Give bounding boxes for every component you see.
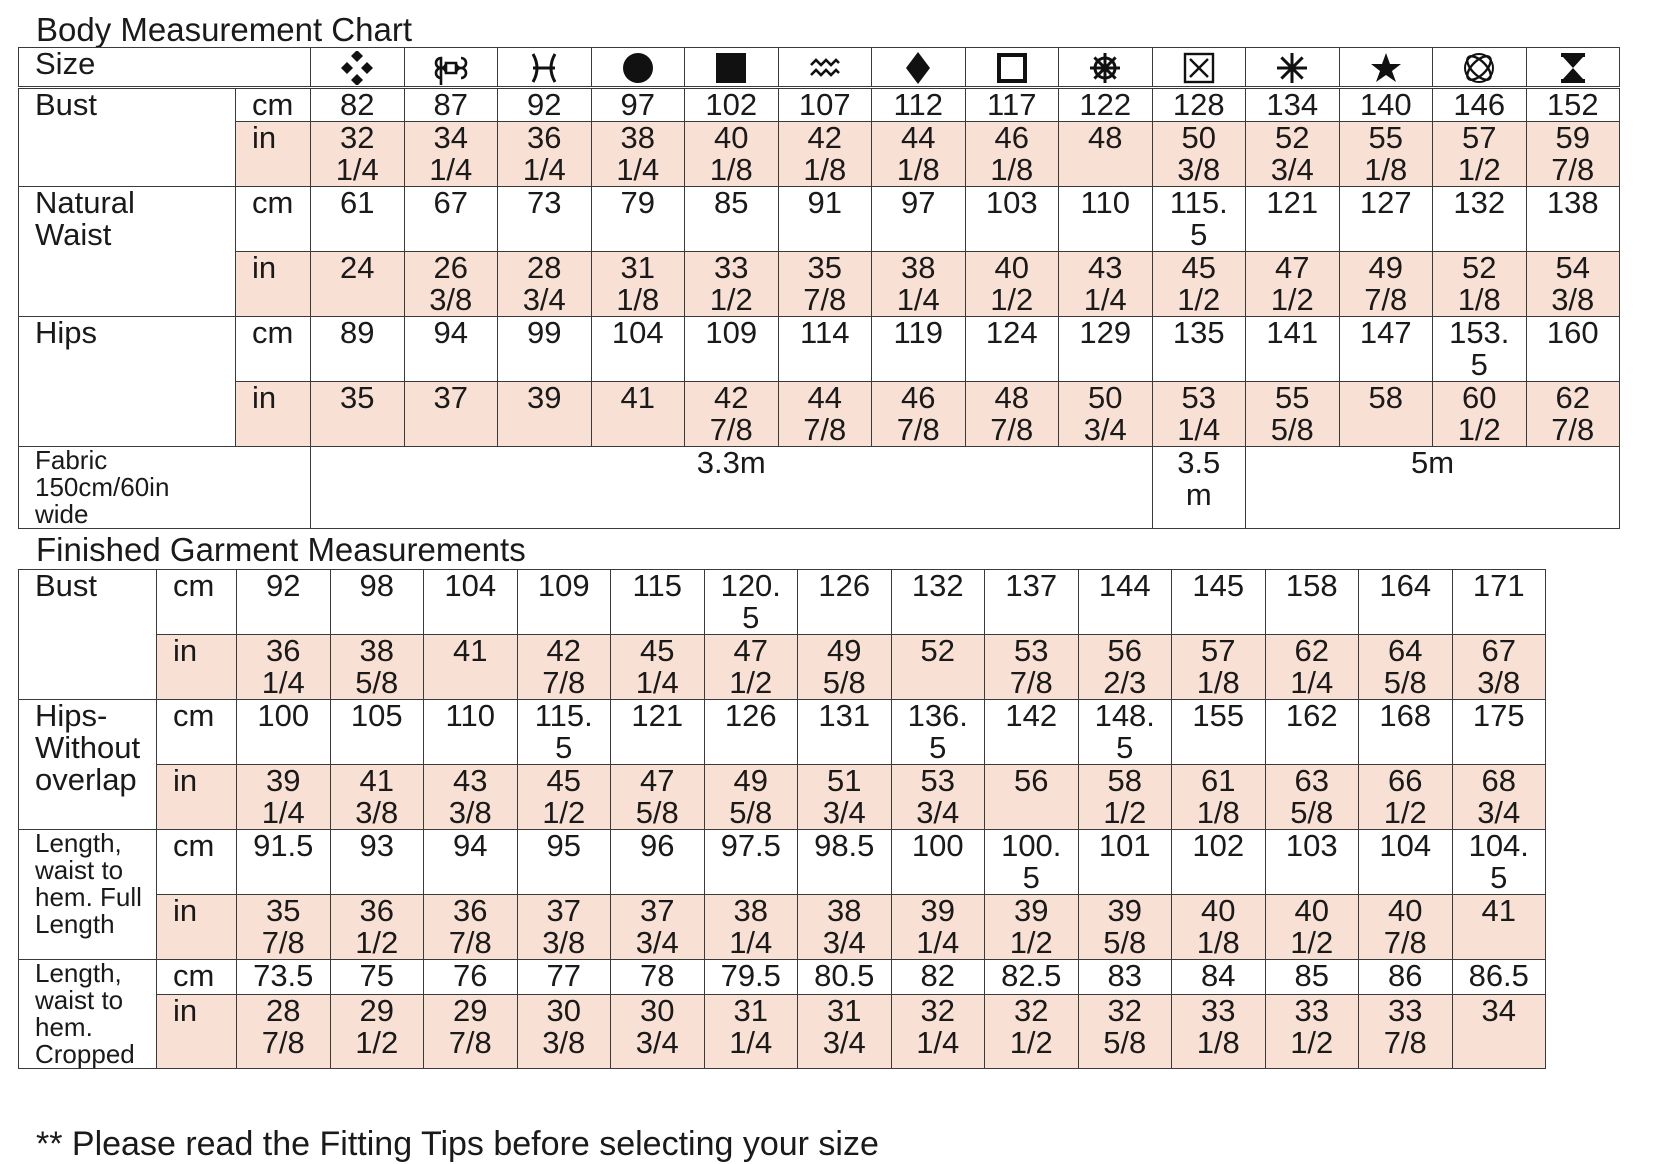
value-cm: 107 [778,88,872,122]
value-cm: 97 [591,88,685,122]
value-in: 38 5/8 [330,635,424,700]
asterisk-icon [1275,51,1309,85]
value-cm: 117 [965,88,1059,122]
value-cm: 144 [1078,570,1172,635]
value-cm: 171 [1452,570,1546,635]
value-cm: 103 [965,187,1059,252]
value-in: 49 7/8 [1339,252,1433,317]
garment-chart-title: Finished Garment Measurements [36,531,526,568]
value-cm: 99 [498,317,592,382]
value-cm: 115 [611,570,705,635]
value-cm: 146 [1433,88,1527,122]
value-in: 50 3/8 [1152,122,1246,187]
value-cm: 109 [685,317,779,382]
unit-cm: cm [157,700,237,765]
unit-in: in [157,635,237,700]
value-cm: 153. 5 [1433,317,1527,382]
value-in: 47 1/2 [1246,252,1340,317]
value-cm: 135 [1152,317,1246,382]
value-cm: 137 [985,570,1079,635]
value-cm: 155 [1172,700,1266,765]
value-in: 36 1/4 [498,122,592,187]
value-cm: 82.5 [985,960,1079,995]
row-label: Bust [19,570,157,700]
value-in: 48 7/8 [965,382,1059,447]
value-in: 53 3/4 [891,765,985,830]
value-cm: 124 [965,317,1059,382]
unit-cm: cm [236,317,311,382]
row-label: Length, waist to hem. Full Length [19,830,157,960]
value-in: 58 1/2 [1078,765,1172,830]
value-cm: 164 [1359,570,1453,635]
value-in: 42 1/8 [778,122,872,187]
unit-in: in [236,382,311,447]
value-cm: 158 [1265,570,1359,635]
value-in: 32 1/4 [311,122,405,187]
value-in: 55 1/8 [1339,122,1433,187]
value-in: 41 [591,382,685,447]
row-label: Natural Waist [19,187,236,317]
value-in: 43 1/4 [1059,252,1153,317]
value-in: 39 1/4 [237,765,331,830]
value-in: 38 3/4 [798,895,892,960]
value-in: 52 [891,635,985,700]
command-icon [434,51,468,85]
value-cm: 142 [985,700,1079,765]
value-in: 60 1/2 [1433,382,1527,447]
unit-cm: cm [236,187,311,252]
value-cm: 102 [1172,830,1266,895]
value-in: 40 7/8 [1359,895,1453,960]
value-cm: 147 [1339,317,1433,382]
value-in: 44 7/8 [778,382,872,447]
value-in: 46 1/8 [965,122,1059,187]
value-cm: 79.5 [704,960,798,995]
value-cm: 114 [778,317,872,382]
ship-wheel-icon [1088,51,1122,85]
four-diamonds-icon [340,51,374,85]
value-in: 51 3/4 [798,765,892,830]
filled-diamond-icon [901,51,935,85]
unit-cm: cm [236,88,311,122]
value-cm: 148. 5 [1078,700,1172,765]
value-cm: 85 [685,187,779,252]
value-in: 49 5/8 [798,635,892,700]
value-cm: 145 [1172,570,1266,635]
value-cm: 121 [611,700,705,765]
value-cm: 109 [517,570,611,635]
value-in: 26 3/8 [404,252,498,317]
value-in: 32 1/2 [985,994,1079,1068]
value-in: 42 7/8 [685,382,779,447]
value-in: 63 5/8 [1265,765,1359,830]
value-cm: 141 [1246,317,1340,382]
value-in: 33 1/2 [1265,994,1359,1068]
value-cm: 82 [891,960,985,995]
hourglass-icon [1556,51,1590,85]
value-cm: 131 [798,700,892,765]
value-in: 47 1/2 [704,635,798,700]
fitting-tips-note: ** Please read the Fitting Tips before selecting your size [36,1125,879,1163]
value-cm: 126 [798,570,892,635]
value-cm: 160 [1526,317,1620,382]
unit-cm: cm [157,570,237,635]
value-cm: 110 [424,700,518,765]
value-cm: 98.5 [798,830,892,895]
value-in: 42 7/8 [517,635,611,700]
value-in: 57 1/2 [1433,122,1527,187]
value-in: 59 7/8 [1526,122,1620,187]
row-label: Hips [19,317,236,447]
value-in: 41 [424,635,518,700]
size-label: Size [19,48,311,88]
value-cm: 120. 5 [704,570,798,635]
value-cm: 112 [872,88,966,122]
value-cm: 93 [330,830,424,895]
value-in: 58 [1339,382,1433,447]
value-in: 54 3/8 [1526,252,1620,317]
value-cm: 85 [1265,960,1359,995]
value-cm: 94 [424,830,518,895]
value-in: 34 [1452,994,1546,1068]
value-cm: 97.5 [704,830,798,895]
value-in: 66 1/2 [1359,765,1453,830]
unit-in: in [236,252,311,317]
value-cm: 91.5 [237,830,331,895]
size-symbol-cell [1152,48,1246,88]
value-cm: 104 [424,570,518,635]
unit-in: in [236,122,311,187]
value-cm: 83 [1078,960,1172,995]
value-in: 40 1/8 [685,122,779,187]
unit-in: in [157,765,237,830]
value-in: 33 7/8 [1359,994,1453,1068]
unit-cm: cm [157,960,237,995]
value-cm: 138 [1526,187,1620,252]
value-in: 40 1/2 [1265,895,1359,960]
value-cm: 98 [330,570,424,635]
value-in: 37 [404,382,498,447]
value-in: 30 3/4 [611,994,705,1068]
value-cm: 115. 5 [517,700,611,765]
atom-icon [1462,51,1496,85]
value-cm: 94 [404,317,498,382]
size-symbol-cell [1433,48,1527,88]
value-in: 55 5/8 [1246,382,1340,447]
value-in: 32 5/8 [1078,994,1172,1068]
value-in: 37 3/8 [517,895,611,960]
value-in: 64 5/8 [1359,635,1453,700]
value-in: 31 3/4 [798,994,892,1068]
value-cm: 76 [424,960,518,995]
filled-circle-icon [621,51,655,85]
value-cm: 115. 5 [1152,187,1246,252]
size-symbol-cell [311,48,405,88]
value-in: 33 1/8 [1172,994,1266,1068]
value-cm: 80.5 [798,960,892,995]
value-in: 34 1/4 [404,122,498,187]
unit-cm: cm [157,830,237,895]
size-symbol-cell [872,48,966,88]
value-cm: 168 [1359,700,1453,765]
value-in: 44 1/8 [872,122,966,187]
value-in: 29 1/2 [330,994,424,1068]
value-in: 62 1/4 [1265,635,1359,700]
size-symbol-cell [1246,48,1340,88]
fabric-value-medium: 3.5 m [1152,447,1246,529]
value-cm: 67 [404,187,498,252]
value-in: 61 1/8 [1172,765,1266,830]
size-symbol-cell [685,48,779,88]
value-cm: 84 [1172,960,1266,995]
value-cm: 175 [1452,700,1546,765]
value-in: 39 1/2 [985,895,1079,960]
value-cm: 77 [517,960,611,995]
value-in: 49 5/8 [704,765,798,830]
value-cm: 119 [872,317,966,382]
value-in: 45 1/2 [1152,252,1246,317]
value-in: 37 3/4 [611,895,705,960]
value-cm: 82 [311,88,405,122]
value-in: 52 1/8 [1433,252,1527,317]
value-in: 45 1/4 [611,635,705,700]
value-cm: 97 [872,187,966,252]
value-in: 67 3/8 [1452,635,1546,700]
value-in: 30 3/8 [517,994,611,1068]
row-label: Hips- Without overlap [19,700,157,830]
value-cm: 89 [311,317,405,382]
value-cm: 95 [517,830,611,895]
fabric-value-small: 3.3m [311,447,1153,529]
value-cm: 127 [1339,187,1433,252]
value-in: 24 [311,252,405,317]
unit-in: in [157,895,237,960]
value-cm: 104. 5 [1452,830,1546,895]
value-in: 33 1/2 [685,252,779,317]
row-label: Length, waist to hem. Cropped [19,960,157,1069]
value-cm: 105 [330,700,424,765]
value-cm: 100. 5 [985,830,1079,895]
value-in: 43 3/8 [424,765,518,830]
value-cm: 152 [1526,88,1620,122]
value-in: 36 1/4 [237,635,331,700]
value-cm: 91 [778,187,872,252]
value-in: 39 [498,382,592,447]
value-cm: 100 [891,830,985,895]
body-chart-title: Body Measurement Chart [36,11,413,48]
value-in: 50 3/4 [1059,382,1153,447]
value-cm: 87 [404,88,498,122]
value-in: 53 1/4 [1152,382,1246,447]
value-cm: 101 [1078,830,1172,895]
value-in: 56 [985,765,1079,830]
unit-in: in [157,994,237,1068]
value-cm: 129 [1059,317,1153,382]
value-cm: 75 [330,960,424,995]
value-cm: 79 [591,187,685,252]
value-cm: 78 [611,960,705,995]
size-symbol-cell [1339,48,1433,88]
value-cm: 121 [1246,187,1340,252]
body-measurement-table [18,47,1620,529]
value-in: 62 7/8 [1526,382,1620,447]
value-cm: 104 [1359,830,1453,895]
value-in: 36 7/8 [424,895,518,960]
value-cm: 132 [1433,187,1527,252]
value-in: 36 1/2 [330,895,424,960]
value-cm: 86.5 [1452,960,1546,995]
value-in: 39 1/4 [891,895,985,960]
value-cm: 128 [1152,88,1246,122]
value-in: 35 7/8 [778,252,872,317]
garment-measurement-table [18,569,1546,1069]
size-symbol-cell [965,48,1059,88]
value-cm: 92 [498,88,592,122]
value-in: 38 1/4 [591,122,685,187]
star-icon [1369,51,1403,85]
value-cm: 96 [611,830,705,895]
size-symbol-cell [404,48,498,88]
value-cm: 73.5 [237,960,331,995]
value-cm: 122 [1059,88,1153,122]
value-in: 68 3/4 [1452,765,1546,830]
size-symbol-cell [498,48,592,88]
value-in: 45 1/2 [517,765,611,830]
value-in: 32 1/4 [891,994,985,1068]
value-cm: 132 [891,570,985,635]
value-cm: 100 [237,700,331,765]
waves-icon [808,51,842,85]
fabric-label: Fabric 150cm/60in wide [19,447,311,529]
value-in: 35 7/8 [237,895,331,960]
boxed-x-icon [1182,51,1216,85]
size-symbol-cell [1059,48,1153,88]
value-in: 48 [1059,122,1153,187]
size-symbol-cell [591,48,685,88]
value-in: 56 2/3 [1078,635,1172,700]
value-in: 38 1/4 [704,895,798,960]
fabric-value-large: 5m [1246,447,1620,529]
row-label: Bust [19,88,236,187]
pisces-icon [527,51,561,85]
value-cm: 102 [685,88,779,122]
value-in: 41 [1452,895,1546,960]
value-in: 31 1/4 [704,994,798,1068]
value-in: 29 7/8 [424,994,518,1068]
value-in: 52 3/4 [1246,122,1340,187]
value-cm: 103 [1265,830,1359,895]
value-cm: 110 [1059,187,1153,252]
value-in: 39 5/8 [1078,895,1172,960]
value-in: 46 7/8 [872,382,966,447]
value-cm: 73 [498,187,592,252]
value-cm: 134 [1246,88,1340,122]
value-cm: 86 [1359,960,1453,995]
value-cm: 61 [311,187,405,252]
value-in: 40 1/2 [965,252,1059,317]
value-cm: 140 [1339,88,1433,122]
value-in: 40 1/8 [1172,895,1266,960]
value-in: 31 1/8 [591,252,685,317]
value-in: 57 1/8 [1172,635,1266,700]
value-cm: 104 [591,317,685,382]
size-symbol-cell [1526,48,1620,88]
value-cm: 162 [1265,700,1359,765]
value-in: 41 3/8 [330,765,424,830]
value-in: 28 3/4 [498,252,592,317]
filled-square-icon [714,51,748,85]
value-in: 53 7/8 [985,635,1079,700]
value-in: 38 1/4 [872,252,966,317]
size-symbol-cell [778,48,872,88]
value-in: 47 5/8 [611,765,705,830]
value-cm: 92 [237,570,331,635]
value-in: 28 7/8 [237,994,331,1068]
outline-square-icon [995,51,1029,85]
value-cm: 126 [704,700,798,765]
value-cm: 136. 5 [891,700,985,765]
value-in: 35 [311,382,405,447]
